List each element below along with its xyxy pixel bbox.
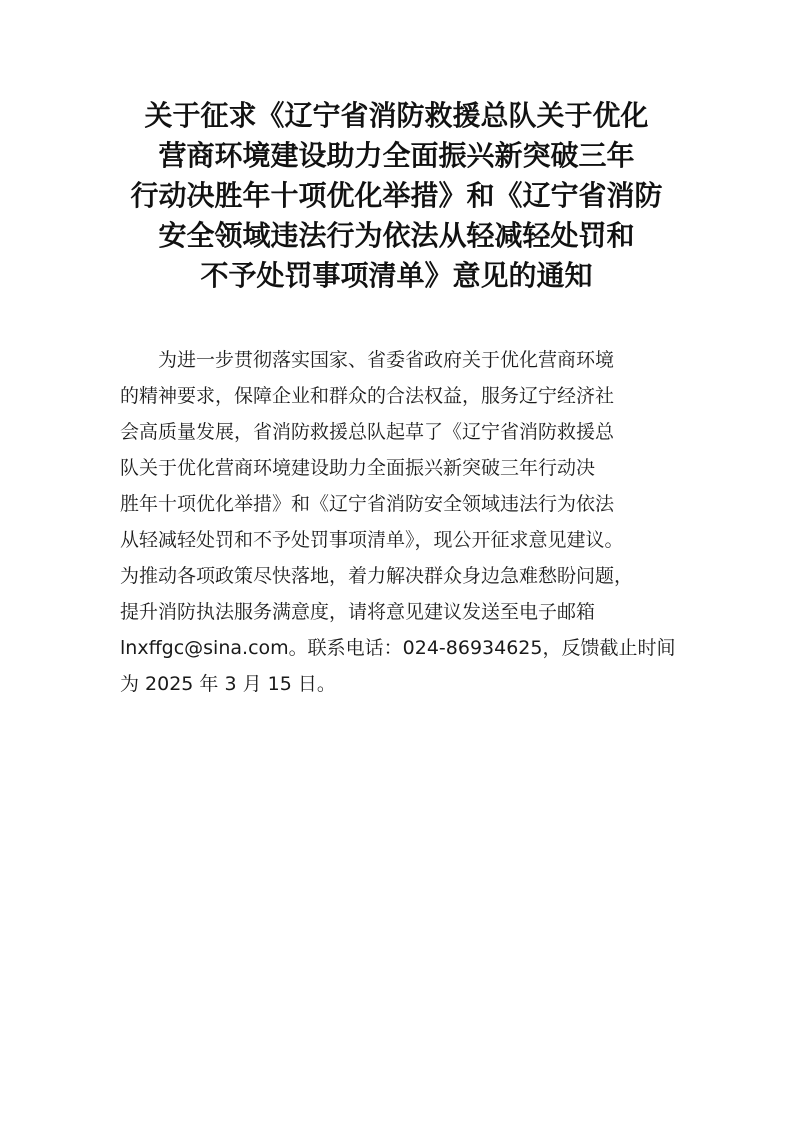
title-line: 关于征求《辽宁省消防救援总队关于优化 <box>144 99 649 132</box>
body-line: 提升消防执法服务满意度，请将意见建议发送至电子邮箱 <box>120 601 596 623</box>
notice-body <box>120 342 680 702</box>
body-line: 从轻减轻处罚和不予处罚事项清单》，现公开征求意见建议。 <box>120 529 624 551</box>
body-line: 胜年十项优化举措》和《辽宁省消防安全领域违法行为依法 <box>120 493 615 515</box>
body-line: 的精神要求，保障企业和群众的合法权益，服务辽宁经济社 <box>120 385 615 407</box>
body-line: 为进一步贯彻落实国家、省委省政府关于优化营商环境 <box>158 349 615 371</box>
title-line: 行动决胜年十项优化举措》和《辽宁省消防 <box>130 179 663 212</box>
body-line-deadline: 为 2025 年 3 月 15 日。 <box>120 673 336 695</box>
body-line: 队关于优化营商环境建设助力全面振兴新突破三年行动决 <box>120 457 596 479</box>
title-line: 安全领域违法行为依法从轻减轻处罚和 <box>158 219 635 252</box>
body-line: 为推动各项政策尽快落地，着力解决群众身边急难愁盼问题， <box>120 565 634 587</box>
title-line: 营商环境建设助力全面振兴新突破三年 <box>158 139 635 172</box>
body-line-contact: lnxffgc@sina.com。联系电话：024-86934625，反馈截止时间 <box>120 637 676 659</box>
body-line: 会高质量发展，省消防救援总队起草了《辽宁省消防救援总 <box>120 421 615 443</box>
notice-title <box>100 96 693 296</box>
title-line: 不予处罚事项清单》意见的通知 <box>200 259 593 292</box>
